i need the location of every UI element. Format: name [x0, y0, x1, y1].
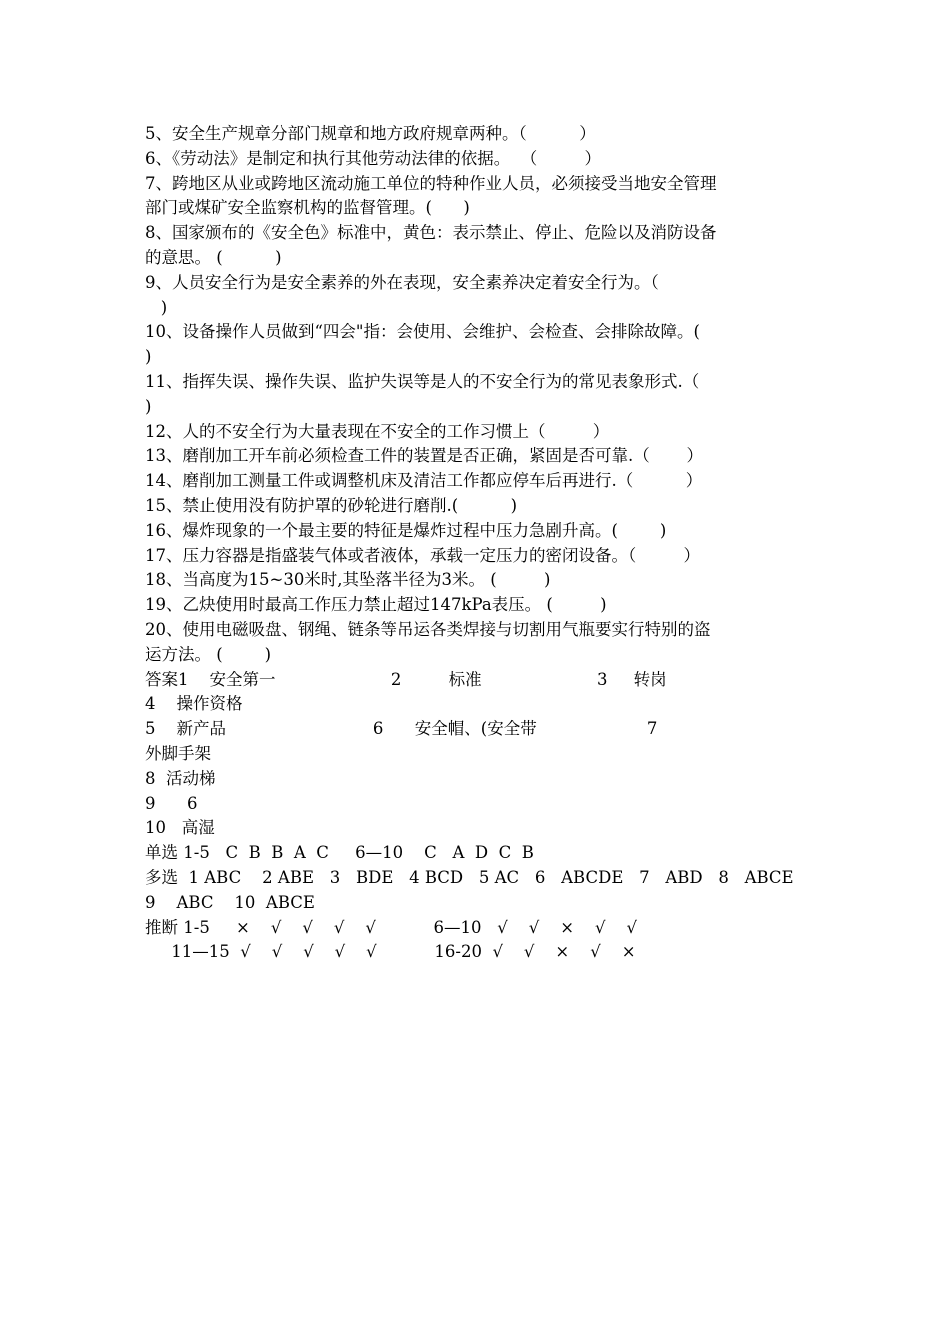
answer-line: 单选 1-5 C B B A C 6—10 C A D C B [145, 843, 534, 863]
question-line: 运方法。 ( ) [145, 644, 272, 664]
question-line: ) [145, 297, 168, 317]
question-line: 16、爆炸现象的一个最主要的特征是爆炸过程中压力急剧升高。( ) [145, 520, 667, 540]
answer-line: 多选 1 ABC 2 ABE 3 BDE 4 BCD 5 AC 6 ABCDE 7 ABD 8 ABCE [145, 867, 794, 887]
question-line: 12、人的不安全行为大量表现在不安全的工作习惯上（ ） [145, 421, 610, 441]
question-line: 10、设备操作人员做到“四会"指：会使用、会维护、会检查、会排除故障。( [145, 322, 700, 342]
question-line: 20、使用电磁吸盘、钢绳、链条等吊运各类焊接与切割用气瓶要实行特别的盗 [145, 619, 711, 639]
question-line: ) [145, 396, 152, 416]
answer-line: 8 活动梯 [145, 768, 216, 788]
question-line: 9、人员安全行为是安全素养的外在表现，安全素养决定着安全行为。（ [145, 272, 659, 292]
answer-line: 10 高湿 [145, 818, 215, 838]
question-line: 14、磨削加工测量工件或调整机床及清洁工作都应停车后再进行.（ ） [145, 471, 703, 491]
question-line: 的意思。 ( ) [145, 247, 282, 267]
document-body [145, 122, 815, 965]
question-line: 15、禁止使用没有防护罩的砂轮进行磨削.( ) [145, 495, 518, 515]
question-line: 17、压力容器是指盛装气体或者液体，承载一定压力的密闭设备。（ ） [145, 545, 700, 565]
question-line: 6、《劳动法》是制定和执行其他劳动法律的依据。 （ ） [145, 148, 601, 168]
answer-line: 11—15 √ √ √ √ √ 16-20 √ √ × √ × [145, 942, 636, 962]
question-line: 7、跨地区从业或跨地区流动施工单位的特种作业人员，必须接受当地安全管理 [145, 173, 717, 193]
answer-line: 答案1 安全第一 2 标准 3 转岗 [145, 669, 667, 689]
answer-line: 9 ABC 10 ABCE [145, 892, 315, 912]
question-line: 5、安全生产规章分部门规章和地方政府规章两种。（ ） [145, 124, 596, 143]
question-line: 13、磨削加工开车前必须检查工件的装置是否正确，紧固是否可靠.（ ） [145, 446, 703, 466]
question-line: 19、乙炔使用时最高工作压力禁止超过147kPa表压。 ( ) [145, 595, 607, 615]
answer-line: 外脚手架 [145, 743, 211, 763]
question-line: 8、国家颁布的《安全色》标准中，黄色：表示禁止、停止、危险以及消防设备 [145, 223, 717, 243]
question-line: 18、当高度为15~30米时,其坠落半径为3米。 ( ) [145, 570, 551, 590]
answer-line: 9 6 [145, 793, 198, 813]
question-line: 11、指挥失误、操作失误、监护失误等是人的不安全行为的常见表象形式.（ [145, 371, 700, 391]
answer-key [145, 668, 815, 966]
answer-line: 5 新产品 6 安全帽、(安全带 7 [145, 719, 658, 739]
question-list [145, 122, 815, 668]
answer-line: 4 操作资格 [145, 694, 243, 714]
question-line: ) [145, 347, 152, 367]
answer-line: 推断 1-5 × √ √ √ √ 6—10 √ √ × √ √ [145, 917, 638, 937]
question-line: 部门或煤矿安全监察机构的监督管理。( ) [145, 198, 470, 218]
